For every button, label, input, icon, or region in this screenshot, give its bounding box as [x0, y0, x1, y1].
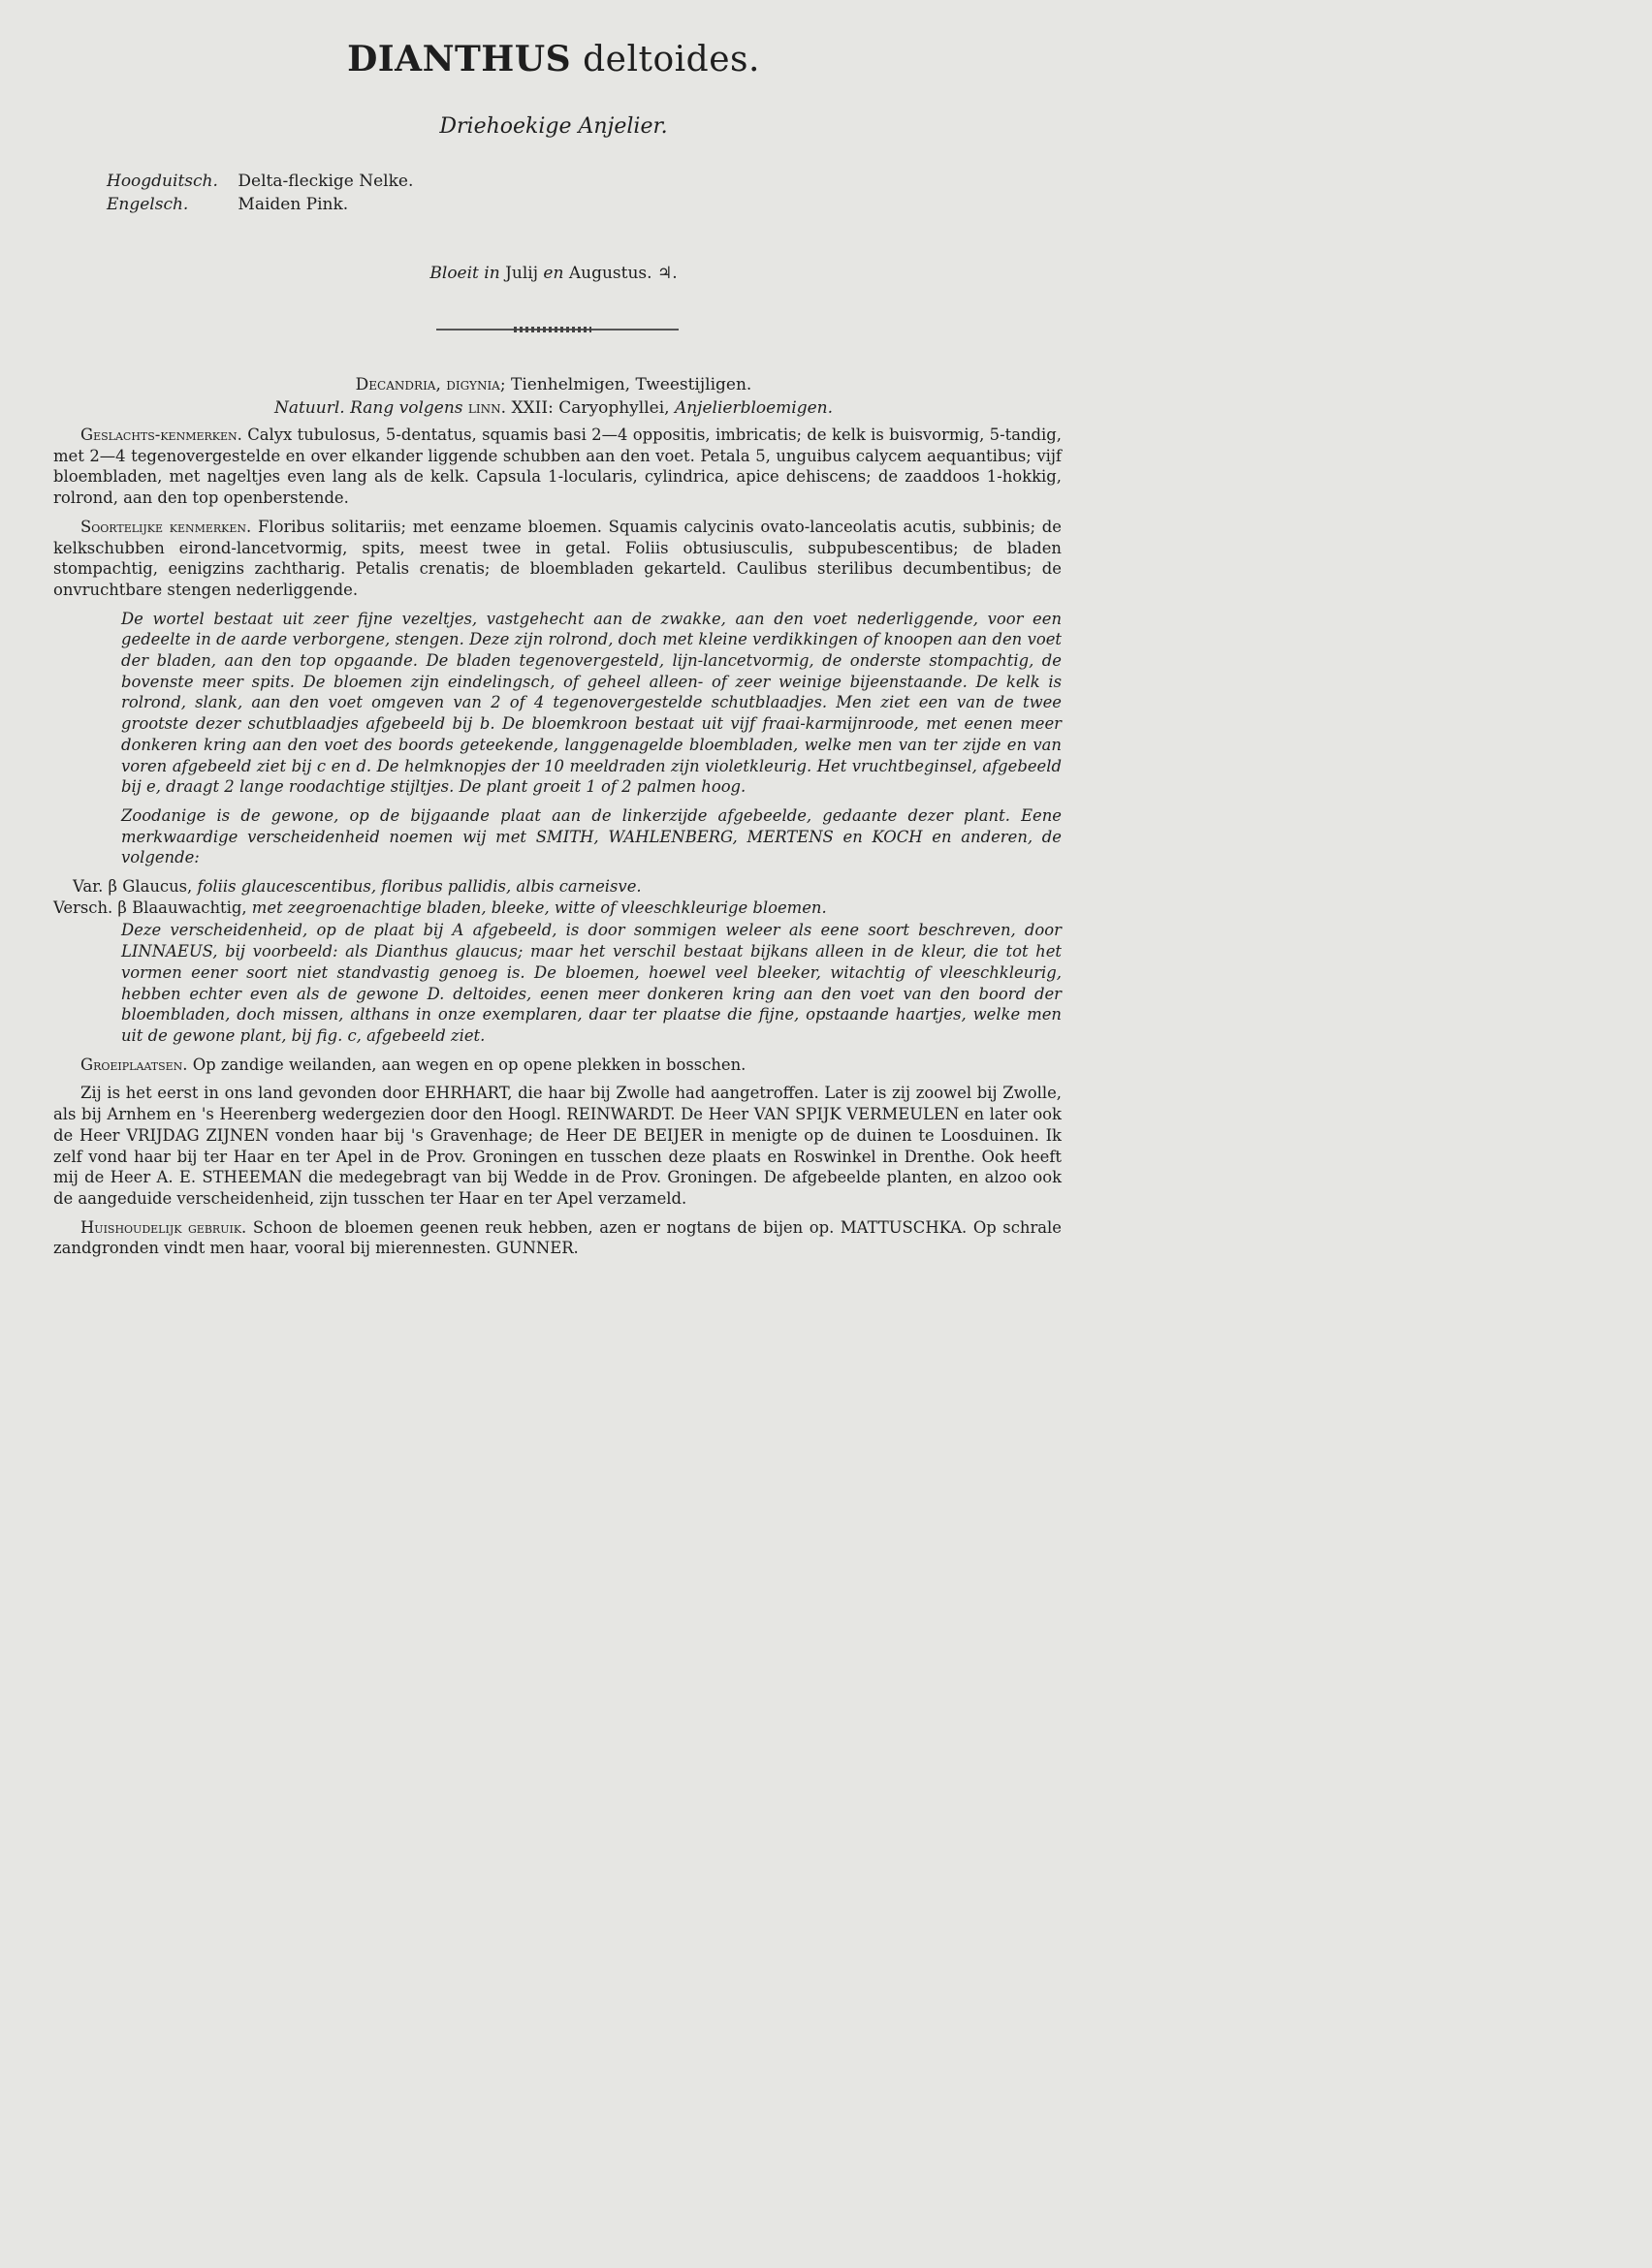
- ornamental-divider: [436, 329, 679, 331]
- section-text: Calyx tubulosus, 5-dentatus, squamis basi 2—4 oppositis, imbricatis; de kelk is buisvormig, 5-tandig, met 2—4 tegenovergestelde en over elkander liggende schubben aan den voet. Petala 5, unguibus calycem aequantibus; vijf bloembladen, met nageltjes even lang als de kelk. Capsula 1-locularis, cylindrica, apice dehiscens; de zaaddoos 1-hokkig, rolrond, aan den top openberstende.: [53, 425, 1062, 508]
- variety-latin: [53, 876, 1062, 898]
- section-text: Schoon de bloemen geenen reuk hebben, azen er nogtans de bijen op. MATTUSCHKA. Op schrale zandgronden vindt men haar, vooral bij mierennesten. GUNNER.: [53, 1217, 1063, 1258]
- class-dutch: Tienhelmigen, Tweestijligen.: [510, 375, 752, 394]
- section-text: Floribus solitariis; met eenzame bloemen. Squamis calycinis ovato-lanceolatis acutis, subbinis; de kelkschubben eirond-lancetvormig, spits, meest twee in getal. Foliis obtusiusculis, subpubescentibus; de bladen stompachtig, eenigzins zachtharig. Petalis crenatis; de bloembladen gekarteld. Caulibus sterilibus decumbentibus; de onvruchtbare stengen nederliggende.: [53, 517, 1062, 599]
- perennial-symbol: ♃.: [656, 264, 678, 283]
- language-label: Hoogduitsch.: [107, 172, 218, 191]
- rank-author: linn.: [467, 398, 507, 418]
- section-heading: Huishoudelijk gebruik.: [80, 1217, 247, 1237]
- genus-name: DIANTHUS: [347, 39, 572, 79]
- section-heading: Soortelijke kenmerken.: [80, 517, 252, 536]
- habitat: [53, 1055, 1062, 1076]
- variety-label: Versch. β Blaauwachtig,: [53, 898, 247, 917]
- rank-value: XXII: Caryophyllei,: [511, 398, 670, 418]
- habitat-detail: Zij is het eerst in ons land gevonden door EHRHART, die haar bij Zwolle had aangetroffen. Later is zij zoowel bij Zwolle, als bij Arnhem en 's Heerenberg wedergezien door den Hoogl. REINWARDT. De Heer VAN SPIJK VERMEULEN en later ook de Heer VRIJDAG ZIJNEN vonden haar bij 's Gravenhage; de Heer DE BEIJER in menigte op de duinen te Loosduinen. Ik zelf vond haar bij ter Haar en ter Apel in de Prov. Groningen en tusschen deze plaats en Roswinkel in Drenthe. Ook heeft mij de Heer A. E. STHEEMAN die medegebragt van bij Wedde in de Prov. Groningen. De afgebeelde planten, en alzoo ook de aangeduide verscheidenheid, zijn tusschen ter Haar en ter Apel verzameld.: [53, 1084, 1062, 1208]
- variety-description: Deze verscheidenheid, op de plaat bij A afgebeeld, is door sommigen weleer als eene soort beschreven, door LINNAEUS, bij voorbeeld: als Dianthus glaucus; maar het verschil bestaat bijkans alleen in de kleur, die tot het vormen eener soort niet standvastig genoeg is. De bloemen, hoewel veel bleeker, witachtig of vleeschkleurig, hebben echter even als de gewone D. deltoides, eenen meer donkeren kring aan den voet van den boord der bloembladen, doch missen, althans in onze exemplaren, daar ter plaatse die fijne, opstaande haartjes, welke men uit de gewone plant, bij fig. c, afgebeeld ziet.: [121, 921, 1062, 1045]
- common-name-row: [107, 170, 413, 193]
- species-characters: [53, 517, 1062, 601]
- variety-intro: Zoodanige is de gewone, op de bijgaande plaat aan de linkerzijde afgebeelde, gedaante dezer plant. Eene merkwaardige verscheidenheid noemen wij met SMITH, WAHLENBERG, MERTENS en KOCH en anderen, de volgende:: [121, 805, 1062, 867]
- document-page: [0, 0, 1107, 1520]
- bloom-label: Bloeit in: [429, 264, 500, 283]
- natural-rank: [0, 396, 1107, 420]
- genus-characters: [53, 425, 1062, 509]
- section-heading: Geslachts-kenmerken.: [80, 425, 242, 444]
- species-name: deltoides.: [583, 40, 760, 79]
- variety-dutch: [53, 898, 1062, 919]
- section-heading: Groeiplaatsen.: [80, 1055, 188, 1074]
- variety-label: Var. β Glaucus,: [73, 877, 193, 897]
- common-name-row: [107, 193, 413, 216]
- common-name: Maiden Pink.: [238, 195, 349, 214]
- bloom-month: Augustus.: [568, 264, 652, 283]
- plant-description: De wortel bestaat uit zeer fijne vezeltjes, vastgehecht aan de zwakke, aan den voet nederliggende, voor een gedeelte in de aarde verborgene, stengen. Deze zijn rolrond, doch met kleine verdikkingen of knoopen aan den voet der bladen, aan den top opgaande. De bladen tegenovergesteld, lijn-lancetvormig, de onderste stompachtig, de bovenste meer spits. De bloemen zijn eindelingsch, of geheel alleen- of zeer weinige bijeenstaande. De kelk is rolrond, slank, aan den voet omgeven van 2 of 4 tegenovergestelde schutblaadjes. Men ziet een van de twee grootste dezer schutblaadjes afgebeeld bij b. De bloemkroon bestaat uit vijf fraai-karmijnroode, met eenen meer donkeren kring aan den voet des boords geteekende, langgenagelde bloembladen, welke men van ter zijde en van voren afgebeeld ziet bij c en d. De helmknopjes der 10 meeldraden zijn violetkleurig. Het vruchtbeginsel, afgebeeld bij e, draagt 2 lange roodachtige stijltjes. De plant groeit 1 of 2 palmen hoog.: [121, 609, 1062, 797]
- linnaean-class: [0, 373, 1107, 396]
- variety-text: foliis glaucescentibus, floribus pallidis, albis carneisve.: [197, 877, 642, 897]
- description-body: [53, 425, 1062, 1267]
- language-label: Engelsch.: [107, 195, 189, 214]
- common-name: Delta-fleckige Nelke.: [238, 172, 414, 191]
- bloom-month: Julij: [505, 264, 539, 283]
- rank-label: Natuurl. Rang volgens: [273, 398, 463, 418]
- rank-dutch: Anjelierbloemigen.: [674, 398, 834, 418]
- dutch-name: Driehoekige Anjelier.: [439, 114, 668, 139]
- section-text: Op zandige weilanden, aan wegen en op opene plekken in bosschen.: [192, 1055, 747, 1074]
- classification: [0, 373, 1107, 420]
- bloom-conjunction: en: [543, 264, 564, 283]
- class-latin: Decandria, digynia;: [355, 375, 506, 394]
- variety-text: met zeegroenachtige bladen, bleeke, witte of vleeschkleurige bloemen.: [251, 898, 827, 917]
- bloom-period: [0, 264, 1107, 283]
- page-title: [0, 39, 1107, 79]
- common-names: [107, 170, 413, 216]
- economic-use: [53, 1217, 1062, 1259]
